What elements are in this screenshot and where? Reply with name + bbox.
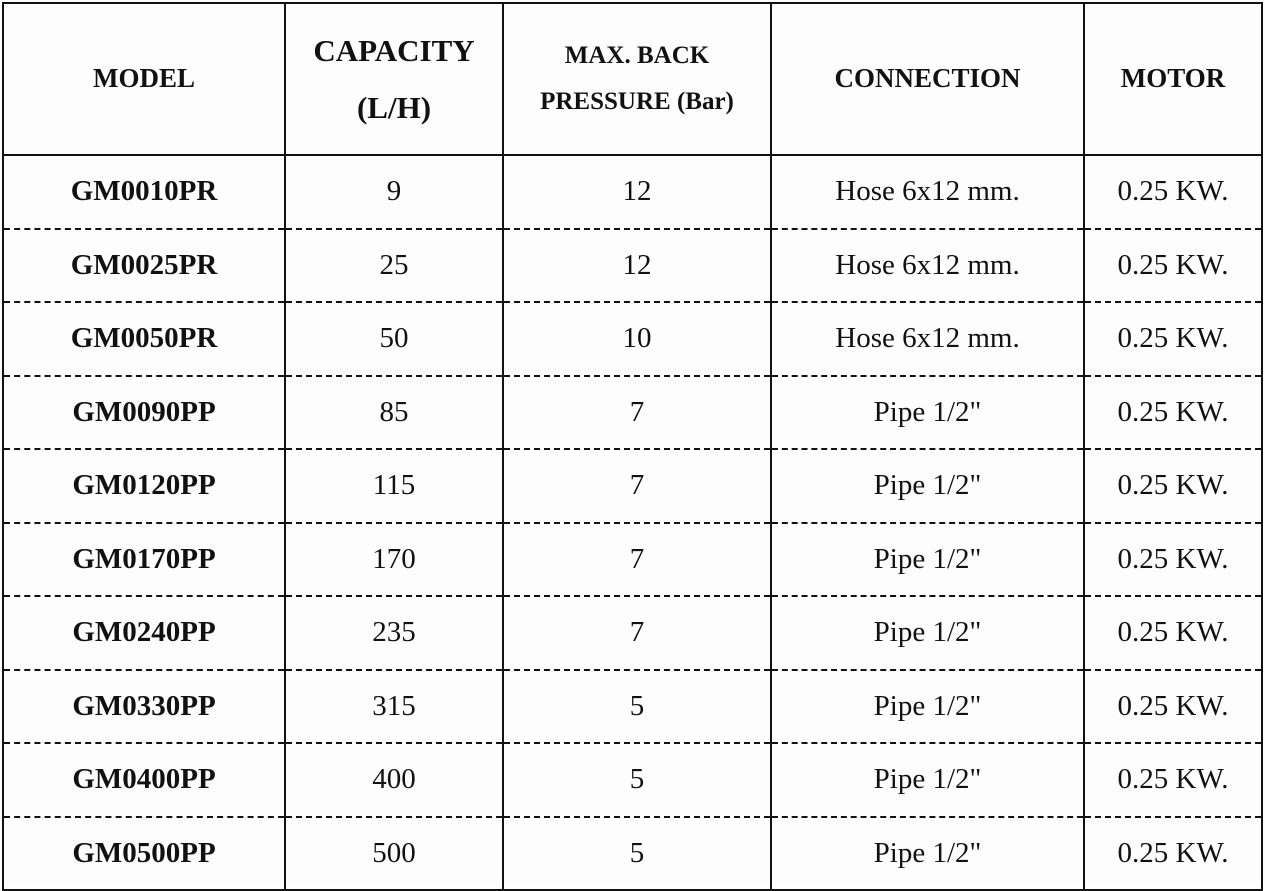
cell-motor: 0.25 KW. [1084, 229, 1262, 303]
cell-motor: 0.25 KW. [1084, 302, 1262, 376]
cell-capacity: 400 [285, 743, 503, 817]
cell-model: GM0400PP [3, 743, 285, 817]
cell-motor: 0.25 KW. [1084, 523, 1262, 597]
header-pressure-line1: MAX. BACK [564, 41, 710, 69]
cell-motor: 0.25 KW. [1084, 817, 1262, 891]
cell-motor: 0.25 KW. [1084, 376, 1262, 450]
cell-connection: Pipe 1/2" [771, 596, 1084, 670]
cell-model: GM0330PP [3, 670, 285, 744]
cell-model: GM0025PR [3, 229, 285, 303]
cell-connection: Pipe 1/2" [771, 449, 1084, 523]
header-max-back-pressure [503, 3, 771, 155]
cell-capacity: 170 [285, 523, 503, 597]
cell-motor: 0.25 KW. [1084, 670, 1262, 744]
table-row [3, 523, 1262, 597]
header-motor: MOTOR [1084, 3, 1262, 155]
cell-capacity: 115 [285, 449, 503, 523]
pump-spec-table [2, 2, 1263, 891]
cell-pressure: 5 [503, 817, 771, 891]
cell-pressure: 7 [503, 596, 771, 670]
cell-connection: Hose 6x12 mm. [771, 229, 1084, 303]
cell-connection: Hose 6x12 mm. [771, 155, 1084, 229]
cell-model: GM0170PP [3, 523, 285, 597]
cell-model: GM0120PP [3, 449, 285, 523]
cell-model: GM0240PP [3, 596, 285, 670]
cell-model: GM0050PR [3, 302, 285, 376]
cell-pressure: 5 [503, 743, 771, 817]
cell-pressure: 10 [503, 302, 771, 376]
cell-connection: Pipe 1/2" [771, 376, 1084, 450]
header-connection: CONNECTION [771, 3, 1084, 155]
table-body [3, 155, 1262, 890]
header-model: MODEL [3, 3, 285, 155]
cell-connection: Pipe 1/2" [771, 817, 1084, 891]
cell-connection: Hose 6x12 mm. [771, 302, 1084, 376]
header-capacity-line1: CAPACITY [313, 32, 475, 68]
cell-pressure: 7 [503, 449, 771, 523]
table-row [3, 155, 1262, 229]
cell-model: GM0010PR [3, 155, 285, 229]
table-row [3, 743, 1262, 817]
cell-pressure: 7 [503, 523, 771, 597]
header-pressure-line2: PRESSURE (Bar) [540, 88, 734, 115]
cell-motor: 0.25 KW. [1084, 596, 1262, 670]
table-row [3, 376, 1262, 450]
cell-connection: Pipe 1/2" [771, 743, 1084, 817]
header-row [3, 3, 1262, 155]
cell-connection: Pipe 1/2" [771, 523, 1084, 597]
table-row [3, 670, 1262, 744]
cell-capacity: 235 [285, 596, 503, 670]
cell-capacity: 315 [285, 670, 503, 744]
cell-connection: Pipe 1/2" [771, 670, 1084, 744]
table-header [3, 3, 1262, 155]
cell-capacity: 500 [285, 817, 503, 891]
cell-model: GM0090PP [3, 376, 285, 450]
table-row [3, 449, 1262, 523]
table-row [3, 817, 1262, 891]
cell-pressure: 12 [503, 229, 771, 303]
table-row [3, 596, 1262, 670]
cell-pressure: 12 [503, 155, 771, 229]
header-capacity [285, 3, 503, 155]
cell-motor: 0.25 KW. [1084, 155, 1262, 229]
cell-pressure: 5 [503, 670, 771, 744]
cell-capacity: 9 [285, 155, 503, 229]
cell-motor: 0.25 KW. [1084, 449, 1262, 523]
cell-pressure: 7 [503, 376, 771, 450]
cell-model: GM0500PP [3, 817, 285, 891]
table-row [3, 229, 1262, 303]
cell-capacity: 50 [285, 302, 503, 376]
cell-motor: 0.25 KW. [1084, 743, 1262, 817]
header-capacity-line2: (L/H) [356, 90, 432, 125]
table-row [3, 302, 1262, 376]
cell-capacity: 25 [285, 229, 503, 303]
cell-capacity: 85 [285, 376, 503, 450]
